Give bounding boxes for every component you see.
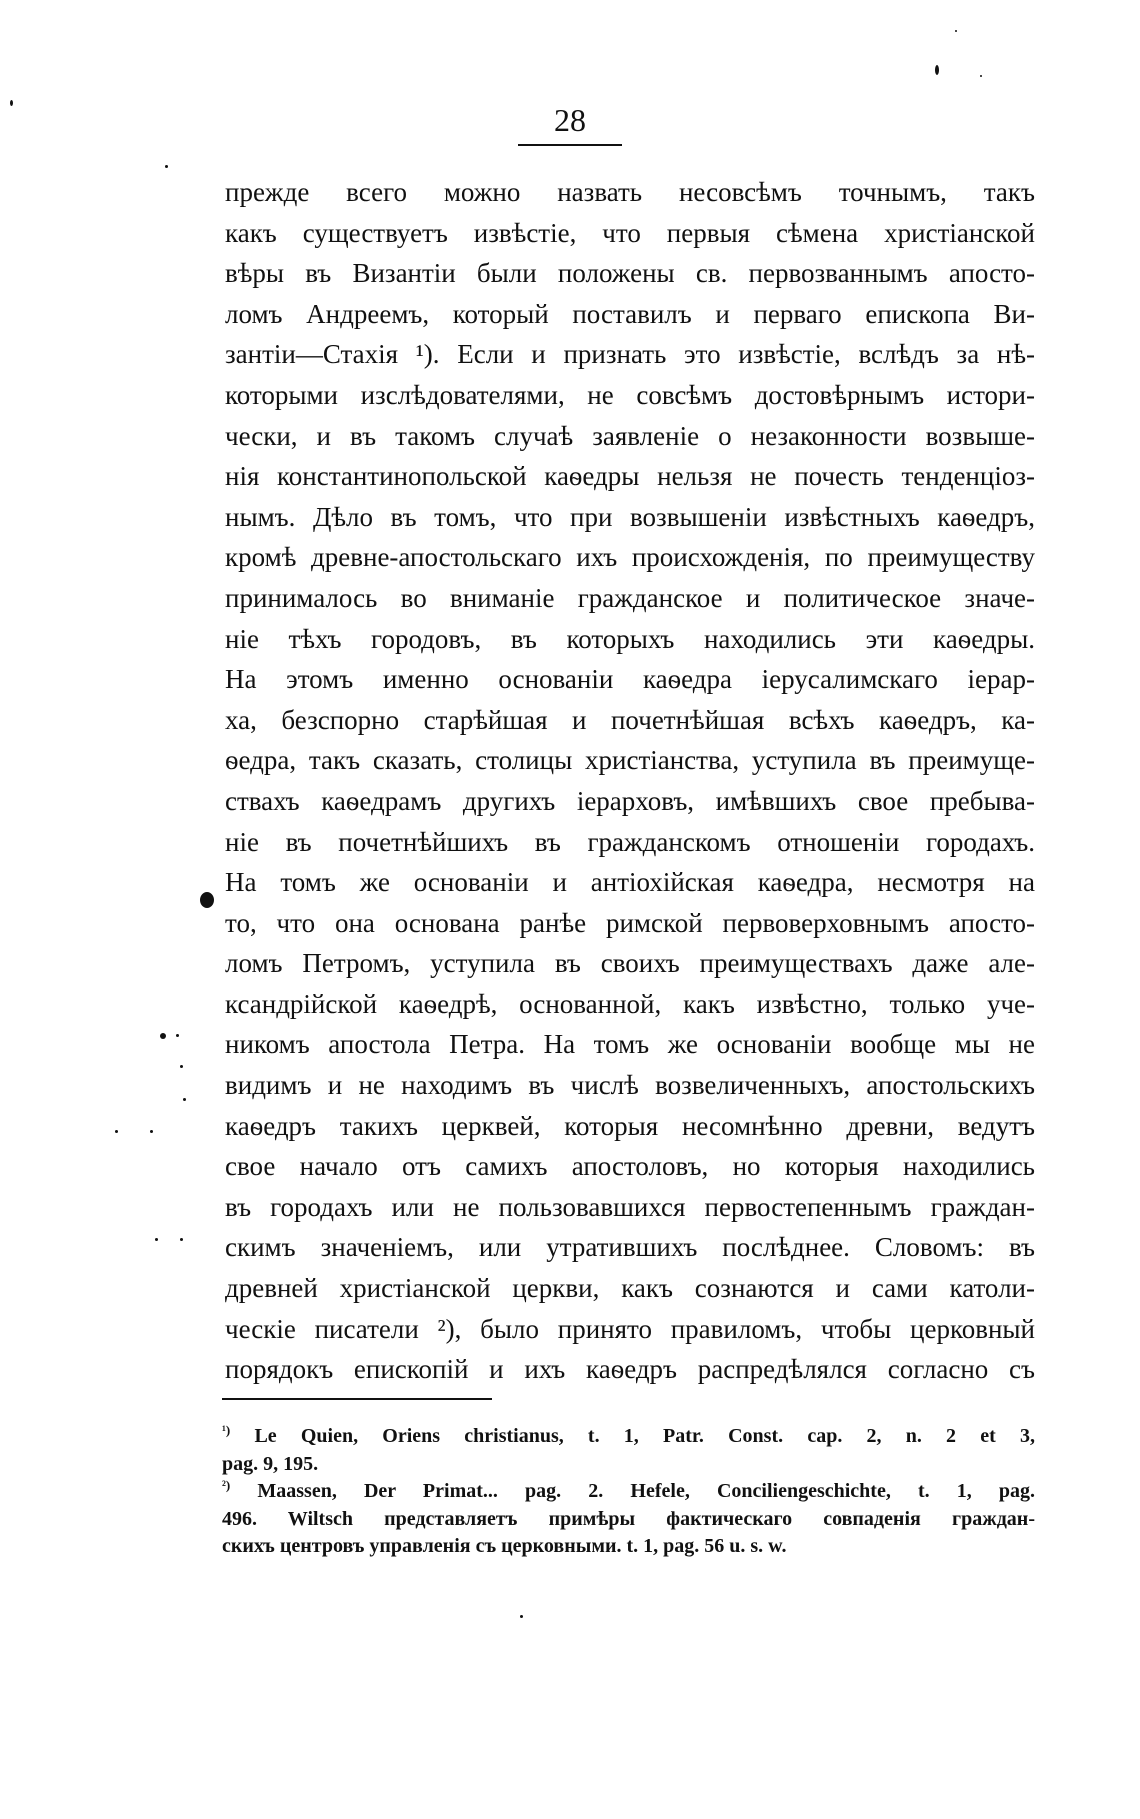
scan-speck <box>165 165 168 168</box>
body-line: ческіе писатели ²), было принято правиломъ, чтобы церковный <box>225 1313 1035 1344</box>
body-line: которыми изслѣдователями, не совсѣмъ достовѣрнымъ истори- <box>225 379 1035 410</box>
body-line: то, что она основана ранѣе римской первоверховнымъ апосто- <box>225 907 1035 938</box>
body-line: скимъ значеніемъ, или утратившихъ послѣднее. Словомъ: въ <box>225 1232 1035 1263</box>
scan-speck <box>160 1033 166 1039</box>
body-line: ніе тѣхъ городовъ, въ которыхъ находились эти каѳедры. <box>225 623 1035 654</box>
scan-speck <box>180 1238 183 1241</box>
footnote-2-continuation: 496. Wiltsch представляетъ примѣры фактическаго совпаденія граждан- <box>222 1507 1035 1530</box>
scan-speck <box>935 65 939 75</box>
body-line: ломъ Петромъ, уступила въ своихъ преимуществахъ даже але- <box>225 948 1035 979</box>
footnote-2-text: Maassen, Der Primat... pag. 2. Hefele, Conciliengeschichte, t. 1, pag. <box>257 1480 1035 1502</box>
body-line: ствахъ каѳедрамъ другихъ іерарховъ, имѣвшихъ свое пребыва- <box>225 785 1035 816</box>
body-line: На томъ же основаніи и антіохійская каѳедра, несмотря на <box>225 867 1035 898</box>
body-line: На этомъ именно основаніи каѳедра іерусалимскаго іерар- <box>225 664 1035 695</box>
footnote-separator <box>222 1398 492 1400</box>
body-line: ніе въ почетнѣйшихъ въ гражданскомъ отношеніи городахъ. <box>225 826 1035 857</box>
page-number: 28 <box>554 102 586 138</box>
body-line: видимъ и не находимъ въ числѣ возвеличенныхъ, апостольскихъ <box>225 1070 1035 1101</box>
body-line: свое начало отъ самихъ апостоловъ, но которыя находились <box>225 1151 1035 1182</box>
body-line: какъ существуетъ извѣстіе, что первыя сѣмена христіанской <box>225 217 1035 248</box>
footnote-1-continuation: pag. 9, 195. <box>222 1452 319 1475</box>
body-line: порядокъ епископій и ихъ каѳедръ распредѣлялся согласно съ <box>225 1354 1035 1385</box>
body-text <box>225 172 1035 1390</box>
body-line: въ городахъ или не пользовавшихся первостепеннымъ граждан- <box>225 1191 1035 1222</box>
body-line: ѳедра, такъ сказать, столицы христіанства, уступила въ преимуще- <box>225 745 1035 776</box>
scan-speck <box>520 1615 523 1618</box>
footnote-2-line <box>222 1478 1035 1506</box>
body-line: ха, безспорно старѣйшая и почетнѣйшая всѣхъ каѳедръ, ка- <box>225 704 1035 735</box>
body-line: зантіи—Стахія ¹). Если и признать это извѣстіе, вслѣдъ за нѣ- <box>225 339 1035 370</box>
footnote-1-text: Le Quien, Oriens christianus, t. 1, Patr. Const. cap. 2, n. 2 et 3, <box>254 1425 1036 1447</box>
footnote-1-line <box>222 1423 1035 1451</box>
scan-speck <box>183 1098 186 1101</box>
page-number-underline <box>518 144 622 146</box>
body-line: древней христіанской церкви, какъ сознаются и сами католи- <box>225 1273 1035 1304</box>
body-line: никомъ апостола Петра. На томъ же основаніи вообще мы не <box>225 1029 1035 1060</box>
scan-speck <box>115 1130 118 1133</box>
body-line: чески, и въ такомъ случаѣ заявленіе о незаконности возвыше- <box>225 420 1035 451</box>
scan-speck <box>980 75 982 77</box>
scan-speck <box>155 1238 158 1241</box>
body-line: принималось во вниманіе гражданское и политическое значе- <box>225 582 1035 613</box>
body-line: каѳедръ такихъ церквей, которыя несомнѣнно древни, ведутъ <box>225 1110 1035 1141</box>
scan-speck <box>176 1034 179 1037</box>
scan-speck <box>200 892 214 908</box>
footnote-2-marker: ²) <box>222 1477 231 1493</box>
body-line: нія константинопольской каѳедры нельзя не почесть тенденціоз- <box>225 461 1035 492</box>
body-line: прежде всего можно назвать несовсѣмъ точнымъ, такъ <box>225 177 1035 207</box>
scan-speck <box>10 100 13 106</box>
footnote-1-marker: ¹) <box>222 1422 231 1438</box>
body-line: ксандрійской каѳедрѣ, основанной, какъ извѣстно, только уче- <box>225 988 1035 1019</box>
body-line: ломъ Андреемъ, который поставилъ и перваго епископа Ви- <box>225 298 1035 329</box>
body-line: кромѣ древне-апостольскаго ихъ происхожденія, по преимуществу <box>225 542 1035 573</box>
body-line: вѣры въ Византіи были положены св. первозваннымъ апосто- <box>225 258 1035 289</box>
body-line: нымъ. Дѣло въ томъ, что при возвышеніи извѣстныхъ каѳедръ, <box>225 501 1035 532</box>
scan-speck <box>955 30 957 32</box>
scan-speck <box>150 1130 153 1133</box>
footnote-2-continuation: скихъ центровъ управленія съ церковными. t. 1, pag. 56 u. s. w. <box>222 1535 787 1557</box>
scan-speck <box>180 1065 183 1068</box>
footnotes <box>222 1423 1035 1561</box>
